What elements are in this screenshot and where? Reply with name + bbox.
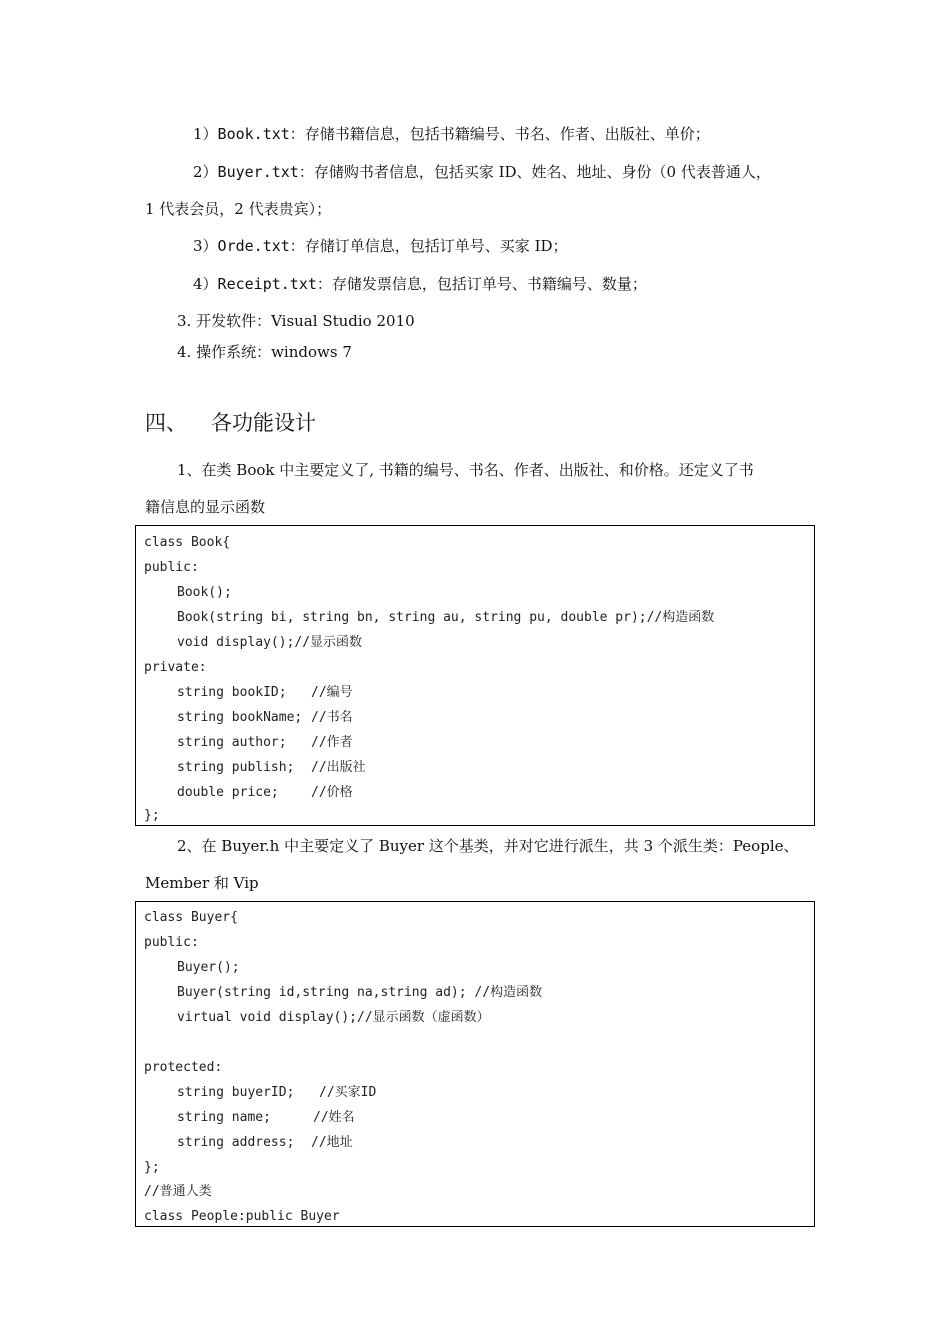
env-software: 3. 开发软件：Visual Studio 2010 (177, 312, 415, 330)
file-item-orde (193, 236, 568, 256)
code-block-buyer (135, 901, 815, 1227)
code-line (177, 708, 353, 728)
section-heading (145, 409, 316, 437)
file-prefix: 1） (193, 125, 218, 143)
code-comment: //姓名 (313, 1110, 355, 1125)
file-item-book (193, 124, 710, 144)
file-desc: ：存储购书者信息，包括买家 ID、姓名、地址、身份（0 代表普通人， (298, 163, 771, 181)
code-text: string bookID; (177, 685, 287, 700)
para2-line2: Member 和 Vip (145, 874, 259, 892)
file-desc: ：存储发票信息，包括订单号、书籍编号、数量； (316, 275, 647, 293)
code-line: class Book{ (144, 535, 231, 550)
code-line: private: (144, 660, 207, 675)
file-desc: ：存储书籍信息，包括书籍编号、书名、作者、出版社、单价； (289, 125, 710, 143)
code-text: string name; (177, 1110, 271, 1125)
file-name: Buyer.txt (217, 163, 299, 181)
file-prefix: 3） (193, 237, 218, 255)
code-text: string publish; (177, 760, 295, 775)
section-number: 四、 (145, 411, 187, 435)
code-line: Buyer(); (177, 960, 240, 975)
code-line (177, 733, 353, 753)
code-comment: //地址 (311, 1135, 353, 1150)
code-line: class Buyer{ (144, 910, 238, 925)
code-line: virtual void display();//显示函数（虚函数） (177, 1010, 490, 1025)
code-line: void display();//显示函数 (177, 635, 363, 650)
para1-line2: 籍信息的显示函数 (145, 498, 266, 516)
code-line: protected: (144, 1060, 223, 1075)
code-text: string address; (177, 1135, 295, 1150)
env-os: 4. 操作系统：windows 7 (177, 343, 352, 361)
file-desc: ：存储订单信息，包括订单号、买家 ID； (289, 237, 568, 255)
file-prefix: 2） (193, 163, 218, 181)
code-line: }; (144, 1160, 160, 1175)
code-line (177, 683, 353, 703)
code-comment: //书名 (311, 710, 353, 725)
code-text: string buyerID; (177, 1085, 295, 1100)
code-text: string bookName; (177, 710, 303, 725)
code-comment: //价格 (311, 785, 353, 800)
code-line: Book(string bi, string bn, string au, string pu, double pr);//构造函数 (177, 610, 715, 625)
para1-line1: 1、在类 Book 中主要定义了, 书籍的编号、书名、作者、出版社、和价格。还定义了书 (177, 461, 754, 479)
para2-line1: 2、在 Buyer.h 中主要定义了 Buyer 这个基类，并对它进行派生，共 3 个派生类：People、 (177, 837, 799, 855)
code-line: }; (144, 808, 160, 823)
code-line (177, 1108, 355, 1128)
code-text: string author; (177, 735, 287, 750)
code-line: public: (144, 935, 199, 950)
file-name: Receipt.txt (217, 275, 317, 293)
code-comment: //买家ID (319, 1085, 377, 1100)
code-block-book (135, 525, 815, 826)
code-line: Book(); (177, 585, 232, 600)
file-item-buyer (193, 162, 771, 182)
code-comment: //出版社 (311, 760, 366, 775)
code-line: //普通人类 (144, 1184, 212, 1199)
code-comment: //作者 (311, 735, 353, 750)
code-line: class People:public Buyer (144, 1209, 340, 1224)
file-item-receipt (193, 274, 647, 294)
code-line (177, 783, 353, 803)
code-text: double price; (177, 785, 279, 800)
file-prefix: 4） (193, 275, 218, 293)
code-line: Buyer(string id,string na,string ad); //构造函数 (177, 985, 543, 1000)
code-line (177, 1133, 353, 1153)
code-line: public: (144, 560, 199, 575)
file-item-buyer-cont: 1 代表会员，2 代表贵宾）； (145, 200, 332, 218)
file-name: Book.txt (217, 125, 290, 143)
section-title: 各功能设计 (211, 411, 316, 435)
file-name: Orde.txt (217, 237, 290, 255)
code-comment: //编号 (311, 685, 353, 700)
code-line (177, 1083, 377, 1103)
code-line (177, 758, 366, 778)
